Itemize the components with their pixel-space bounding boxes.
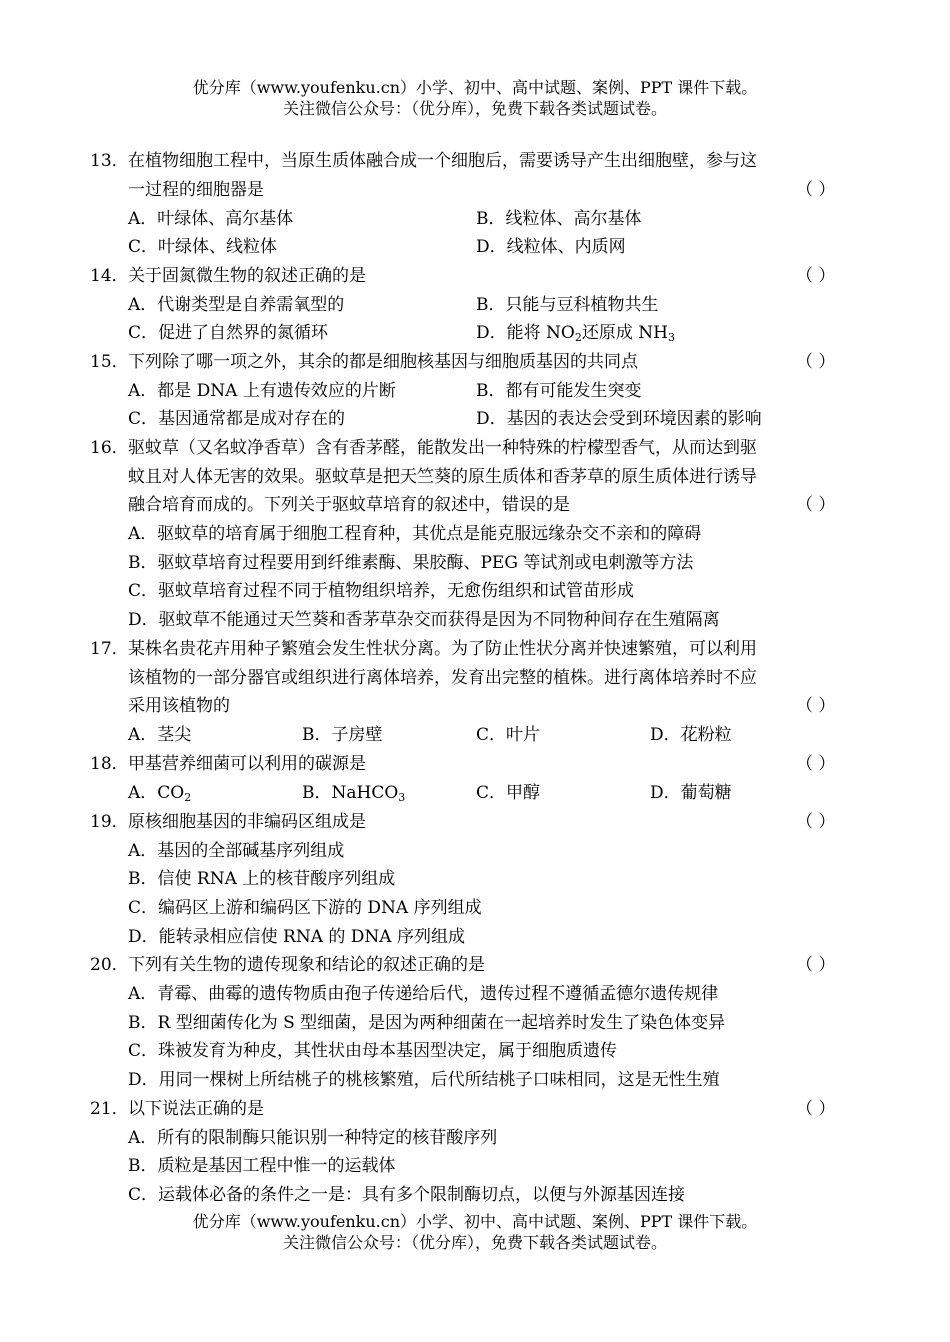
header-line-2: 关注微信公众号：（优分库），免费下载各类试题试卷。 — [282, 99, 667, 118]
q19-option-b: B．信使 RNA 上的核苷酸序列组成 — [128, 869, 396, 889]
q15-stem: 15．下列除了哪一项之外，其余的都是细胞核基因与细胞质基因的共同点 — [90, 352, 638, 372]
q13-option-a: A．叶绿体、高尔基体 — [128, 209, 294, 229]
q17-option-a: A．茎尖 — [128, 725, 192, 745]
q20-option-b: B．R 型细菌传化为 S 型细菌，是因为两种细菌在一起培养时发生了染色体变异 — [128, 1013, 726, 1033]
q21-option-b: B．质粒是基因工程中惟一的运载体 — [128, 1156, 396, 1176]
question-number: 17． — [90, 639, 129, 659]
q15-option-a: A．都是 DNA 上有遗传效应的片断 — [128, 381, 396, 401]
q16-option-a: A．驱蚊草的培育属于细胞工程育种，其优点是能克服远缘杂交不亲和的障碍 — [128, 524, 702, 544]
q17-stem-cont-1: 该植物的一部分器官或组织进行离体培养，发育出完整的植株。进行离体培养时不应 — [128, 668, 757, 688]
answer-blank: （ ） — [796, 180, 836, 200]
q18-option-a: A．$CO_2$ — [128, 783, 192, 804]
answer-blank: （ ） — [796, 352, 836, 372]
q16-option-d: D．驱蚊草不能通过天竺葵和香茅草杂交而获得是因为不同物种间存在生殖隔离 — [128, 610, 720, 630]
question-number: 16． — [90, 438, 129, 458]
page-header — [0, 77, 950, 119]
header-line-1: 优分库（www.youfenku.cn）小学、初中、高中试题、案例、PPT 课件下载。 — [192, 78, 758, 97]
q19-option-a: A．基因的全部碱基序列组成 — [128, 841, 345, 861]
q13-option-d: D．线粒体、内质网 — [476, 237, 626, 257]
question-number: 20． — [90, 955, 129, 975]
q19-option-c: C．编码区上游和编码区下游的 DNA 序列组成 — [128, 898, 482, 918]
q16-option-b: B．驱蚊草培育过程要用到纤维素酶、果胶酶、PEG 等试剂或电刺激等方法 — [128, 553, 694, 573]
answer-blank: （ ） — [796, 696, 836, 716]
q18-stem: 18．甲基营养细菌可以利用的碳源是 — [90, 754, 366, 774]
q14-option-a: A．代谢类型是自养需氧型的 — [128, 295, 345, 315]
q16-stem: 16．驱蚊草（又名蚊净香草）含有香茅醛，能散发出一种特殊的柠檬型香气，从而达到驱 — [90, 438, 757, 458]
q16-stem-cont-1: 蚊且对人体无害的效果。驱蚊草是把天竺葵的原生质体和香茅草的原生质体进行诱导 — [128, 467, 757, 487]
q14-option-b: B．只能与豆科植物共生 — [476, 295, 659, 315]
q15-option-c: C．基因通常都是成对存在的 — [128, 409, 346, 429]
question-number: 15． — [90, 352, 129, 372]
q14-stem: 14．关于固氮微生物的叙述正确的是 — [90, 266, 366, 286]
q19-option-d: D．能转录相应信使 RNA 的 DNA 序列组成 — [128, 927, 465, 947]
q17-option-c: C．叶片 — [476, 725, 541, 745]
page-footer — [0, 1211, 950, 1253]
q17-option-d: D．花粉粒 — [650, 725, 732, 745]
q14-option-d: D．能将 $NO_2$还原成 $NH_3$ — [476, 323, 675, 344]
q15-option-b: B．都有可能发生突变 — [476, 381, 642, 401]
q20-option-c: C．珠被发育为种皮，其性状由母本基因型决定，属于细胞质遗传 — [128, 1041, 618, 1061]
answer-blank: （ ） — [796, 754, 836, 774]
question-number: 21． — [90, 1099, 129, 1119]
q13-option-b: B．线粒体、高尔基体 — [476, 209, 642, 229]
answer-blank: （ ） — [796, 812, 836, 832]
q17-stem-cont-2: 采用该植物的 — [128, 696, 230, 716]
q16-option-c: C．驱蚊草培育过程不同于植物组织培养，无愈伤组织和试管苗形成 — [128, 581, 635, 601]
footer-line-1: 优分库（www.youfenku.cn）小学、初中、高中试题、案例、PPT 课件下载。 — [192, 1212, 758, 1231]
question-number: 14． — [90, 266, 129, 286]
question-number: 18． — [90, 754, 129, 774]
question-number: 19． — [90, 812, 129, 832]
q21-option-c: C．运载体必备的条件之一是：具有多个限制酶切点，以便与外源基因连接 — [128, 1185, 686, 1205]
q17-option-b: B．子房壁 — [302, 725, 383, 745]
answer-blank: （ ） — [796, 495, 836, 515]
footer-line-2: 关注微信公众号：（优分库），免费下载各类试题试卷。 — [282, 1233, 667, 1252]
q20-stem: 20．下列有关生物的遗传现象和结论的叙述正确的是 — [90, 955, 485, 975]
question-number: 13． — [90, 151, 129, 171]
q14-option-c: C．促进了自然界的氮循环 — [128, 323, 329, 343]
q18-option-b: B．NaHCO$_3$ — [302, 783, 406, 804]
q13-stem-cont: 一过程的细胞器是 — [128, 180, 264, 200]
answer-blank: （ ） — [796, 955, 836, 975]
q18-option-d: D．葡萄糖 — [650, 783, 732, 803]
q15-option-d: D．基因的表达会受到环境因素的影响 — [476, 409, 762, 429]
q19-stem: 19．原核细胞基因的非编码区组成是 — [90, 812, 366, 832]
q21-stem: 21．以下说法正确的是 — [90, 1099, 264, 1119]
q20-option-a: A．青霉、曲霉的遗传物质由孢子传递给后代，遗传过程不遵循孟德尔遗传规律 — [128, 984, 719, 1004]
q17-stem: 17．某株名贵花卉用种子繁殖会发生性状分离。为了防止性状分离并快速繁殖，可以利用 — [90, 639, 757, 659]
answer-blank: （ ） — [796, 266, 836, 286]
q21-option-a: A．所有的限制酶只能识别一种特定的核苷酸序列 — [128, 1128, 498, 1148]
answer-blank: （ ） — [796, 1099, 836, 1119]
q13-option-c: C．叶绿体、线粒体 — [128, 237, 278, 257]
q16-stem-cont-2: 融合培育而成的。下列关于驱蚊草培育的叙述中，错误的是 — [128, 495, 570, 515]
q18-option-c: C．甲醇 — [476, 783, 541, 803]
q20-option-d: D．用同一棵树上所结桃子的桃核繁殖，后代所结桃子口味相同，这是无性生殖 — [128, 1070, 720, 1090]
q13-stem: 13．在植物细胞工程中，当原生质体融合成一个细胞后，需要诱导产生出细胞壁，参与这 — [90, 151, 757, 171]
